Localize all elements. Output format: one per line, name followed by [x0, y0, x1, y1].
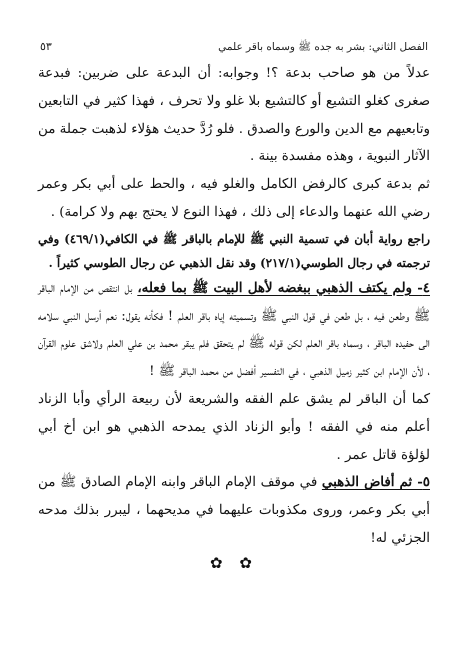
paragraph-5 [38, 469, 430, 552]
page-number: ٥٣ [40, 40, 52, 53]
paragraph-1: عدلاً من هو صاحب بدعة ؟! وجوابه: أن البدعة على ضربين: فبدعة صغرى كغلو التشيع أو كالتشيع بلا غلو ولا تحرف ، فهذا كثير في التابعين وتابعيهم مع الدين والورع والصدق . فلو رُدَّ حديث هؤلاء لذهبت جملة من الآثار النبوية ، وهذه مفسدة بينة . [38, 66, 430, 165]
paragraph-3 [38, 275, 430, 386]
reference-note: راجع رواية أبان في تسمية النبي ﷺ للإمام بالباقر ﷺ في الكافي(٤٦٩/١) وفي ترجمته في رجال الطوسي(٢١٧/١) وقد نقل الذهبي عن رجال الطوسي كثيراً . [38, 231, 430, 270]
section-heading-5: ٥- ثم أفاض الذهبي [321, 474, 430, 491]
paragraph-4: كما أن الباقر لم يشق علم الفقه والشريعة لأن ربيعة الرأي وأبا الزناد أعلم منه في الفقه ! وأبو الزناد الذي يمدحه الذهبي هو ابن أخ أبي لؤلؤة قاتل عمر . [38, 391, 430, 463]
paragraph-3-text: بل انتقص من الإمام الباقر ﷺ وطعن فيه ، بل طعن في قول النبي ﷺ وتسميته إياه باقر العلم ! فكأنه يقول: نعم أرسل النبي سلامه الى حفيده الباقر ، وسماه باقر العلم لكن قوله ﷺ لم يتحقق فلم يبقر محمد بن علي العلم ولاشق علوم القرآن ، لأن الإمام ابن كثير زميل الذهبي ، في التفسير أفضل من محمد الباقر ﷺ ! [38, 280, 430, 380]
body-text [38, 60, 430, 553]
paragraph-5-text: في موقف الإمام الباقر وابنه الإمام الصادق ﷺ من أبي بكر وعمر، وروى مكذوبات عليهما في مديحهما ، ليبرر بذلك مدحه الجزئي له! [38, 475, 430, 546]
section-heading-4: ٤- ولم يكتف الذهبي ببغضه لأهل البيت ﷺ بما فعله، [137, 279, 430, 296]
chapter-title: الفصل الثاني: بشر به جده ﷺ وسماه باقر علمي [218, 41, 428, 53]
running-header [40, 40, 428, 56]
paragraph-2: ثم بدعة كبرى كالرفض الكامل والغلو فيه ، والحط على أبي بكر وعمر رضي الله عنهما والدعاء إلى ذلك ، فهذا النوع لا يحتج بهم ولا كرامة) . [38, 177, 430, 220]
flower-ornament-icon: ✿ ✿ [210, 554, 258, 572]
